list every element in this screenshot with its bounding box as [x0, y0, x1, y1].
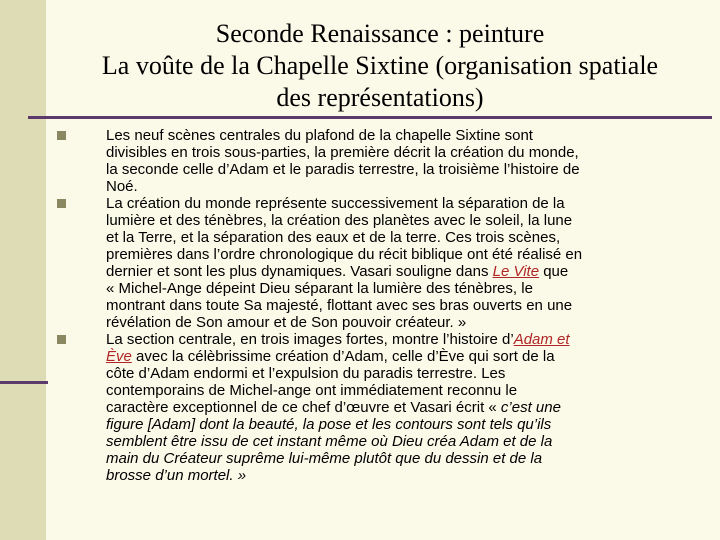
- adam-et-eve-link[interactable]: Ève: [106, 348, 132, 365]
- text-line: [106, 331, 687, 348]
- text-line: Les neuf scènes centrales du plafond de la chapelle Sixtine sont: [106, 127, 533, 144]
- title-line: La voûte de la Chapelle Sixtine (organisation spatiale: [101, 51, 659, 80]
- quote-line: semblent être issu de cet instant même où Dieu créa Adam et de la: [106, 433, 553, 450]
- quote-line: figure [Adam] dont la beauté, la pose et les contours sont tels qu’ils: [106, 416, 552, 433]
- text-segment: dernier et sont les plus dynamiques. Vasari souligne dans: [106, 263, 493, 280]
- bullet-item: [57, 195, 687, 331]
- text-line: côte d’Adam endormi et l’expulsion du paradis terrestre. Les: [106, 365, 506, 382]
- text-line: [106, 399, 687, 416]
- bullet-list: [57, 127, 687, 484]
- square-bullet-icon: [57, 335, 66, 344]
- text-line: La création du monde représente successivement la séparation de la: [106, 195, 565, 212]
- title-line: des représentations): [276, 83, 484, 112]
- text-line: premières dans l’ordre chronologique du récit biblique ont été réalisé en: [106, 246, 583, 263]
- text-segment: que: [539, 263, 569, 280]
- slide-title: [60, 18, 700, 114]
- text-segment: La section centrale, en trois images fortes, montre l’histoire d’: [106, 331, 514, 348]
- side-rule: [0, 381, 48, 384]
- title-rule: [28, 116, 712, 119]
- text-line: « Michel-Ange dépeint Dieu séparant la lumière des ténèbres, le: [106, 280, 533, 297]
- side-band: [0, 0, 46, 540]
- text-line: Noé.: [106, 178, 138, 195]
- le-vite-link[interactable]: Le Vite: [492, 263, 540, 280]
- bullet-item: [57, 331, 687, 484]
- adam-et-eve-link[interactable]: Adam et: [513, 331, 570, 348]
- text-line: lumière et des ténèbres, la création des planètes avec le soleil, la lune: [106, 212, 573, 229]
- square-bullet-icon: [57, 131, 66, 140]
- square-bullet-icon: [57, 199, 66, 208]
- text-segment: caractère exceptionnel de ce chef d’œuvre et Vasari écrit «: [106, 399, 501, 416]
- text-line: [106, 263, 687, 280]
- text-line: et la Terre, et la séparation des eaux et de la terre. Ces trois scènes,: [106, 229, 561, 246]
- bullet-item: [57, 127, 687, 195]
- text-line: montrant dans toute Sa majesté, flottant avec ses bras ouverts en une: [106, 297, 573, 314]
- text-line: la seconde celle d’Adam et le paradis terrestre, la troisième l’histoire de: [106, 161, 580, 178]
- text-line: révélation de Son amour et de Son pouvoir créateur. »: [106, 314, 467, 331]
- title-line: Seconde Renaissance : peinture: [215, 19, 545, 48]
- text-line: divisibles en trois sous-parties, la première décrit la création du monde,: [106, 144, 579, 161]
- quote-line: main du Créateur suprême lui-même plutôt que du dessin et de la: [106, 450, 543, 467]
- quote-line: brosse d’un mortel. »: [106, 467, 247, 484]
- text-line: contemporains de Michel-ange ont immédiatement reconnu le: [106, 382, 518, 399]
- text-segment: avec la célèbrissime création d’Adam, celle d’Ève qui sort de la: [131, 348, 555, 365]
- text-line: [106, 348, 687, 365]
- quote-text: c’est une: [500, 399, 561, 416]
